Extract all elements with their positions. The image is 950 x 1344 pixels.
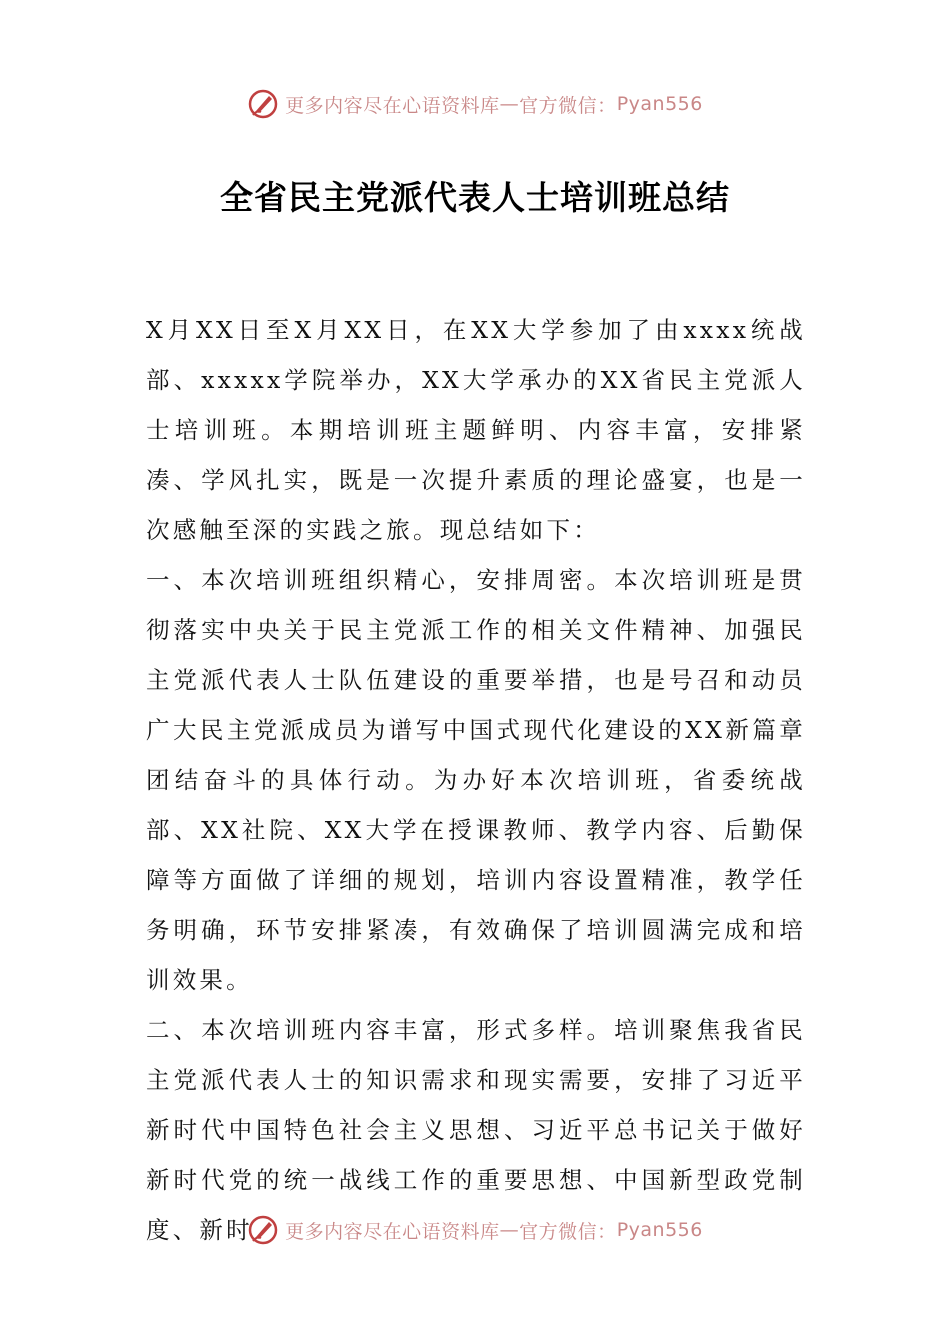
- watermark-dash: —: [499, 1219, 520, 1241]
- watermark-dash: —: [499, 93, 520, 115]
- document-body: [146, 305, 806, 1255]
- watermark-footer: [0, 1210, 950, 1250]
- watermark-wechat-id: Pyan556: [616, 93, 703, 115]
- watermark-contact-label: 官方微信：: [519, 1220, 617, 1243]
- pen-logo-icon: [247, 1214, 279, 1246]
- paragraph-section-2: 二、本次培训班内容丰富，形式多样。培训聚焦我省民主党派代表人士的知识需求和现实需要，安排了习近平新时代中国特色社会主义思想、习近平总书记关于做好新时代党的统一战线工作的重要思想、中国新型政党制度、新时: [146, 1016, 806, 1244]
- watermark-contact-label: 官方微信：: [519, 94, 617, 117]
- document-title: 全省民主党派代表人士培训班总结: [220, 178, 730, 217]
- watermark-brand: 更多内容尽在心语资料库: [285, 1220, 500, 1243]
- pen-logo-icon: [247, 88, 279, 120]
- watermark-brand: 更多内容尽在心语资料库: [285, 94, 500, 117]
- paragraph-intro: X月XX日至X月XX日，在XX大学参加了由xxxx统战部、xxxxx学院举办，XX大学承办的XX省民主党派人士培训班。本期培训班主题鲜明、内容丰富，安排紧凑、学风扎实，既是一次提升素质的理论盛宴，也是一次感触至深的实践之旅。现总结如下：: [146, 316, 806, 544]
- watermark-header: [0, 84, 950, 124]
- watermark-wechat-id: Pyan556: [616, 1219, 703, 1241]
- paragraph-section-1: 一、本次培训班组织精心，安排周密。本次培训班是贯彻落实中央关于民主党派工作的相关文件精神、加强民主党派代表人士队伍建设的重要举措，也是号召和动员广大民主党派成员为谱写中国式现代化建设的XX新篇章团结奋斗的具体行动。为办好本次培训班，省委统战部、XX社院、XX大学在授课教师、教学内容、后勤保障等方面做了详细的规划，培训内容设置精准，教学任务明确，环节安排紧凑，有效确保了培训圆满完成和培训效果。: [146, 566, 806, 994]
